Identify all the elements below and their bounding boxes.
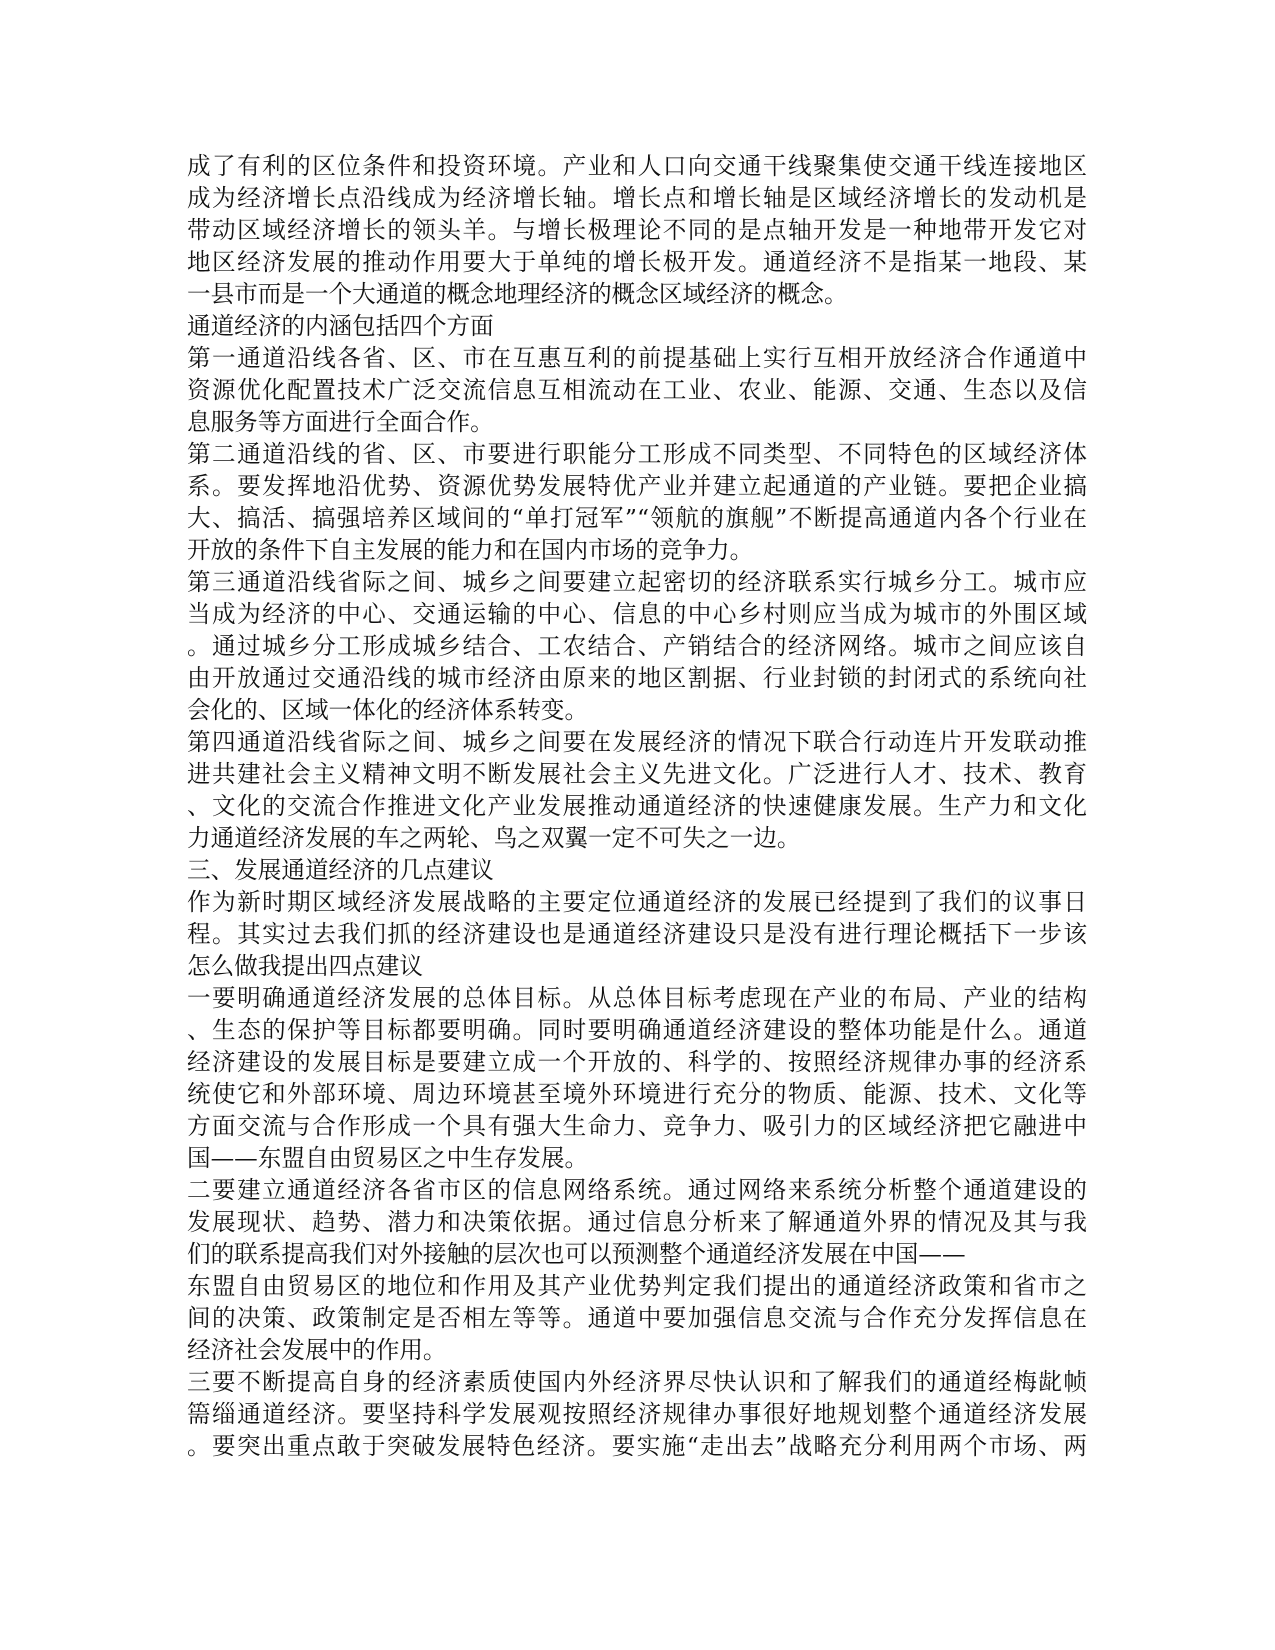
text-line: 二要建立通道经济各省市区的信息网络系统。通过网络来系统分析整个通道建设的: [187, 1176, 1087, 1204]
text-line: 东盟自由贸易区的地位和作用及其产业优势判定我们提出的通道经济政策和省市之: [187, 1272, 1087, 1300]
text-line: 会化的、区域一体化的经济体系转变。: [187, 696, 589, 724]
text-line: 由开放通过交通沿线的城市经济由原来的地区割据、行业封锁的封闭式的系统向社: [187, 664, 1087, 692]
text-line: 国——东盟自由贸易区之中生存发展。: [187, 1144, 589, 1172]
text-line: 方面交流与合作形成一个具有强大生命力、竞争力、吸引力的区域经济把它融进中: [187, 1112, 1087, 1140]
text-line: 一县市而是一个大通道的概念地理经济的概念区域经济的概念。: [187, 280, 848, 308]
text-line: 地区经济发展的推动作用要大于单纯的增长极开发。通道经济不是指某一地段、某: [187, 248, 1087, 276]
text-line: 系。要发挥地沿优势、资源优势发展特优产业并建立起通道的产业链。要把企业搞: [187, 472, 1087, 500]
text-line: 怎么做我提出四点建议: [187, 952, 423, 980]
text-line: 间的决策、政策制定是否相左等等。通道中要加强信息交流与合作充分发挥信息在: [187, 1304, 1087, 1332]
text-line: 。要突出重点敢于突破发展特色经济。要实施“走出去”战略充分利用两个市场、两: [187, 1432, 1087, 1460]
text-line: 进共建社会主义精神文明不断发展社会主义先进文化。广泛进行人才、技术、教育: [187, 760, 1087, 788]
text-line: 程。其实过去我们抓的经济建设也是通道经济建设只是没有进行理论概括下一步该: [187, 920, 1087, 948]
text-line: 。通过城乡分工形成城乡结合、工农结合、产销结合的经济网络。城市之间应该自: [187, 632, 1087, 660]
text-line: 发展现状、趋势、潜力和决策依据。通过信息分析来了解通道外界的情况及其与我: [187, 1208, 1087, 1236]
text-line: 开放的条件下自主发展的能力和在国内市场的竞争力。: [187, 536, 754, 564]
text-line: 第四通道沿线省际之间、城乡之间要在发展经济的情况下联合行动连片开发联动推: [187, 728, 1087, 756]
text-line: 经济社会发展中的作用。: [187, 1336, 447, 1364]
text-line: 们的联系提高我们对外接触的层次也可以预测整个通道经济发展在中国——: [187, 1240, 966, 1268]
text-line: 息服务等方面进行全面合作。: [187, 408, 494, 436]
text-line: 成为经济增长点沿线成为经济增长轴。增长点和增长轴是区域经济增长的发动机是: [187, 184, 1087, 212]
text-line: 大、搞活、搞强培养区域间的“单打冠军”“领航的旗舰”不断提高通道内各个行业在: [187, 504, 1087, 532]
text-line: 三要不断提高自身的经济素质使国内外经济界尽快认识和了解我们的通道经梅龀帧: [187, 1368, 1087, 1396]
text-line: 第二通道沿线的省、区、市要进行职能分工形成不同类型、不同特色的区域经济体: [187, 440, 1087, 468]
text-line: 第三通道沿线省际之间、城乡之间要建立起密切的经济联系实行城乡分工。城市应: [187, 568, 1087, 596]
text-line: 、文化的交流合作推进文化产业发展推动通道经济的快速健康发展。生产力和文化: [187, 792, 1087, 820]
text-line: 经济建设的发展目标是要建立成一个开放的、科学的、按照经济规律办事的经济系: [187, 1048, 1087, 1076]
text-line: 统使它和外部环境、周边环境甚至境外环境进行充分的物质、能源、技术、文化等: [187, 1080, 1087, 1108]
section-heading: 通道经济的内涵包括四个方面: [187, 312, 494, 340]
text-line: 一要明确通道经济发展的总体目标。从总体目标考虑现在产业的布局、产业的结构: [187, 984, 1087, 1012]
text-line: 力通道经济发展的车之两轮、鸟之双翼一定不可失之一边。: [187, 824, 801, 852]
text-line: 资源优化配置技术广泛交流信息互相流动在工业、农业、能源、交通、生态以及信: [187, 376, 1087, 404]
text-line: 第一通道沿线各省、区、市在互惠互利的前提基础上实行互相开放经济合作通道中: [187, 344, 1087, 372]
text-line: 当成为经济的中心、交通运输的中心、信息的中心乡村则应当成为城市的外围区域: [187, 600, 1087, 628]
text-line: 、生态的保护等目标都要明确。同时要明确通道经济建设的整体功能是什么。通道: [187, 1016, 1087, 1044]
text-line: 带动区域经济增长的领头羊。与增长极理论不同的是点轴开发是一种地带开发它对: [187, 216, 1087, 244]
text-line: 成了有利的区位条件和投资环境。产业和人口向交通干线聚集使交通干线连接地区: [187, 152, 1087, 180]
text-line: 作为新时期区域经济发展战略的主要定位通道经济的发展已经提到了我们的议事日: [187, 888, 1087, 916]
text-line: 篅缁通道经济。要坚持科学发展观按照经济规律办事很好地规划整个通道经济发展: [187, 1400, 1087, 1428]
section-heading: 三、发展通道经济的几点建议: [187, 856, 494, 884]
document-body: [187, 150, 1087, 1462]
